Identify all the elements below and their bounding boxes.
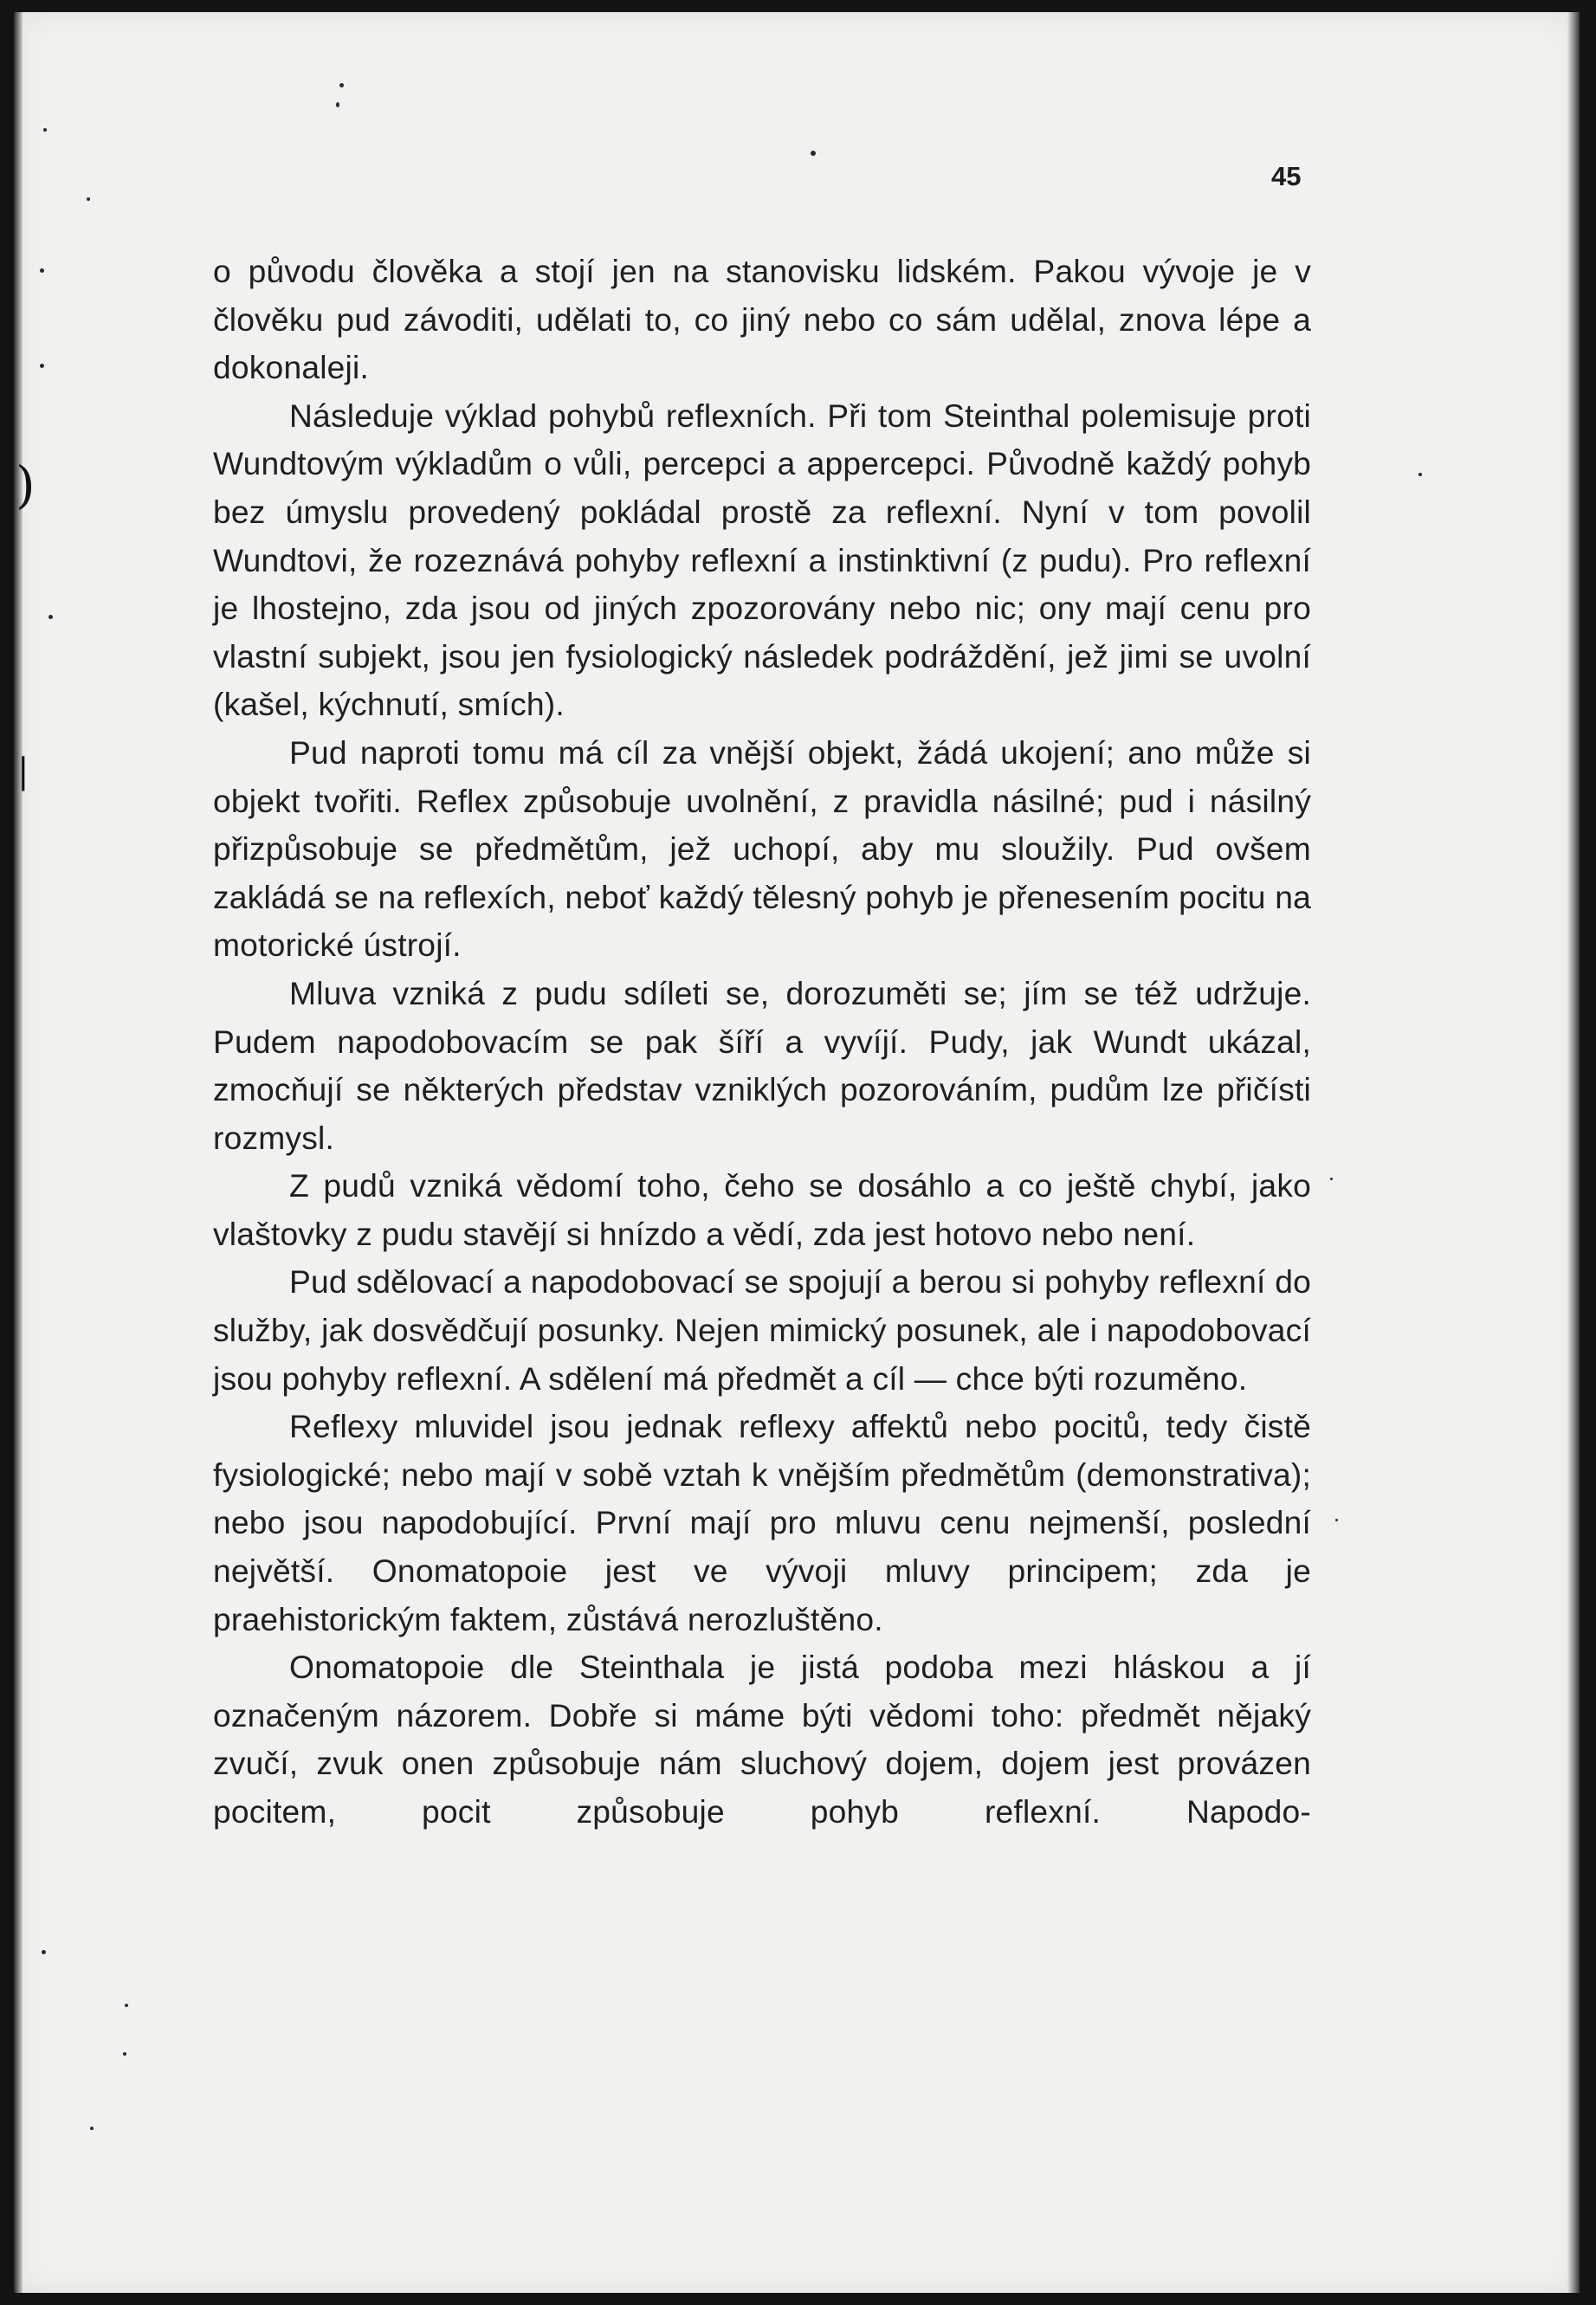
paragraph-3: Pud naproti tomu má cíl za vnější objekt, žádá ukojení; ano může si objekt tvořiti. Reflex způsobuje uvolnění, z pravidla násilné; pud i násilný přizpůsobuje se předmětům, jež uchopí, aby mu sloužily. Pud ovšem zakládá se na reflexích, neboť každý tělesný pohyb je přenesením pocitu na motorické ústrojí.: [213, 733, 1311, 964]
scan-speck: [1330, 1178, 1333, 1180]
scan-speck: [40, 268, 44, 273]
paragraph-6: Pud sdělovací a napodobovací se spojují a berou si pohyby reflexní do služby, jak dosvědčují posunky. Nejen mimický posunek, ale i napodobovací jsou pohyby reflexní. A sdělení má předmět a cíl — chce býti rozuměno.: [213, 1263, 1311, 1397]
scan-speck: [1418, 473, 1422, 476]
paragraph-2: Následuje výklad pohybů reflexních. Při tom Steinthal polemisuje proti Wundtovým výkladům o vůli, percepci a appercepci. Původně každý pohyb bez úmyslu provedený pokládal prostě za reflexní. Nyní v tom povolil Wundtovi, že rozeznává pohyby reflexní a instinktivní (z pudu). Pro reflexní je lhostejno, zda jsou od jiných zpozorovány nebo nic; ony mají cenu pro vlastní subjekt, jsou jen fysiologický následek podráždění, jež jimi se uvolní (kašel, kýchnutí, smích).: [213, 397, 1311, 723]
page-number: 45: [1271, 161, 1302, 191]
scan-speck: [48, 615, 53, 619]
scan-speck: [1335, 1519, 1338, 1521]
margin-bracket-mark: ): [16, 455, 36, 514]
scan-speck: [811, 151, 816, 156]
scan-speck: [43, 128, 47, 132]
scan-speck: [90, 2127, 94, 2130]
margin-bracket-mark: |: [17, 752, 29, 791]
scan-speck: [42, 1950, 46, 1954]
page-edge-right: [1567, 12, 1580, 2293]
body-text: [213, 248, 1311, 1837]
scan-speck: [339, 83, 344, 87]
scan-speck: [87, 197, 90, 201]
book-page: [14, 12, 1580, 2293]
scan-speck: [125, 2004, 128, 2007]
paragraph-7: Reflexy mluvidel jsou jednak reflexy affektů nebo pocitů, tedy čistě fysiologické; nebo mají v sobě vztah k vnějším předmětům (demonstrativa); nebo jsou napodobující. První mají pro mluvu cenu nejmenší, poslední největší. Onomatopoie jest ve vývoji mluvy principem; zda je praehistorickým faktem, zůstává nerozluštěno.: [213, 1408, 1311, 1637]
page-edge-left: [14, 12, 23, 2293]
paragraph-5: Z pudů vzniká vědomí toho, čeho se dosáhlo a co ještě chybí, jako vlaštovky z pudu stavějí si hnízdo a vědí, zda jest hotovo nebo není.: [213, 1167, 1311, 1252]
scan-speck: [123, 2052, 126, 2056]
paragraph-8: Onomatopoie dle Steinthala je jistá podoba mezi hláskou a jí označeným názorem. Dobře si máme býti vědomi toho: předmět nějaký zvučí, zvuk onen způsobuje nám sluchový dojem, dojem jest provázen pocitem, pocit způsobuje pohyb reflexní. Napodo-: [213, 1649, 1311, 1830]
scan-speck: [336, 102, 339, 107]
scan-speck: [40, 364, 44, 368]
paragraph-4: Mluva vzniká z pudu sdíleti se, dorozuměti se; jím se též udržuje. Pudem napodobovacím se pak šíří a vyvíjí. Pudy, jak Wundt ukázal, zmocňují se některých představ vzniklých pozorováním, pudům lze přičísti rozmysl.: [213, 974, 1311, 1156]
paragraph-1: o původu člověka a stojí jen na stanovisku lidském. Pakou vývoje je v člověku pud závoditi, udělati to, co jiný nebo co sám udělal, znova lépe a dokonaleji.: [213, 253, 1311, 386]
